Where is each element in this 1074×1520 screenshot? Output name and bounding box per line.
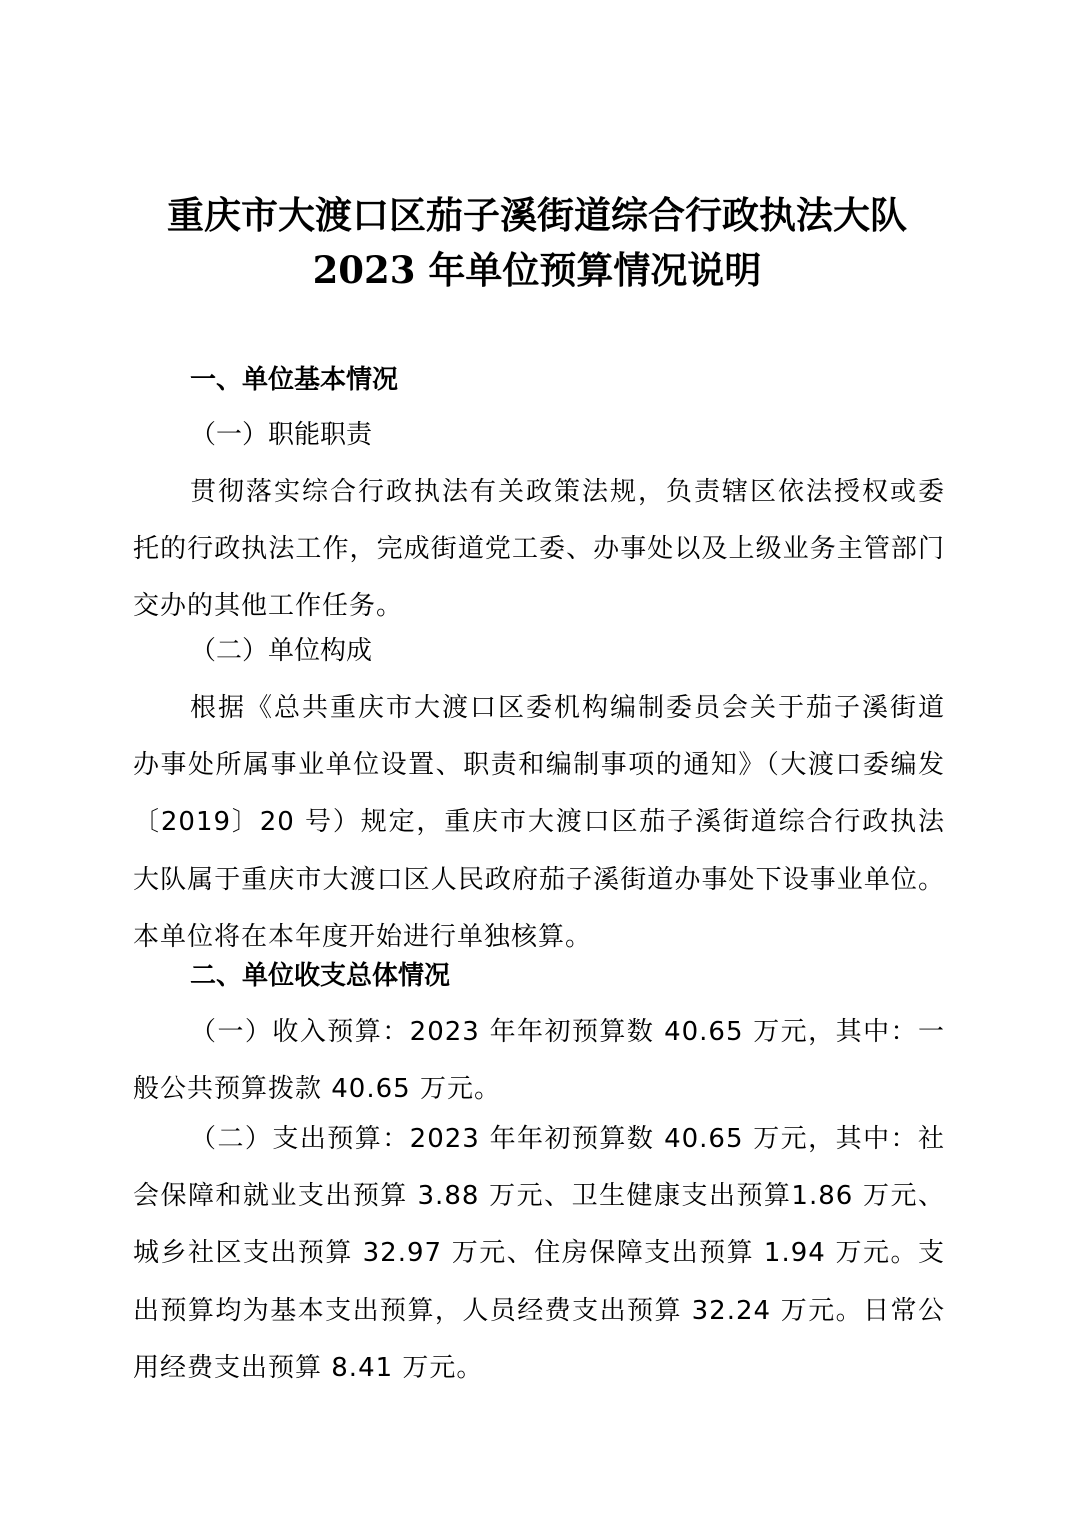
document-title-line-2: 2023 年单位预算情况说明 <box>312 248 762 292</box>
paragraph-functions: 贯彻落实综合行政执法有关政策法规，负责辖区依法授权或委托的行政执法工作，完成街道党工委、办事处以及上级业务主管部门交办的其他工作任务。 <box>133 477 945 622</box>
subheading-composition: （二）单位构成 <box>190 636 373 666</box>
paragraph-composition: 根据《总共重庆市大渡口区委机构编制委员会关于茄子溪街道办事处所属事业单位设置、职责和编制事项的通知》（大渡口委编发〔2019〕20 号）规定，重庆市大渡口区茄子溪街道综合行政执法大队属于重庆市大渡口区人民政府茄子溪街道办事处下设事业单位。本单位将在本年度开始进行单独核算。 <box>133 693 945 952</box>
paragraph-income-budget: （一）收入预算：2023 年年初预算数 40.65 万元，其中：一般公共预算拨款 40.65 万元。 <box>133 1017 945 1105</box>
subheading-functions: （一）职能职责 <box>190 420 373 450</box>
document-title-line-1: 重庆市大渡口区茄子溪街道综合行政执法大队 <box>167 193 907 237</box>
paragraph-expenditure-budget: （二）支出预算：2023 年年初预算数 40.65 万元，其中：社会保障和就业支出预算 3.88 万元、卫生健康支出预算1.86 万元、城乡社区支出预算 32.97 万元、住房保障支出预算 1.94 万元。支出预算均为基本支出预算，人员经费支出预算 32.24 万元。日常公用经费支出预算 8.41 万元。 <box>133 1124 945 1383</box>
section-heading-budget-overview: 二、单位收支总体情况 <box>190 961 451 991</box>
section-heading-basic-info: 一、单位基本情况 <box>190 365 399 395</box>
